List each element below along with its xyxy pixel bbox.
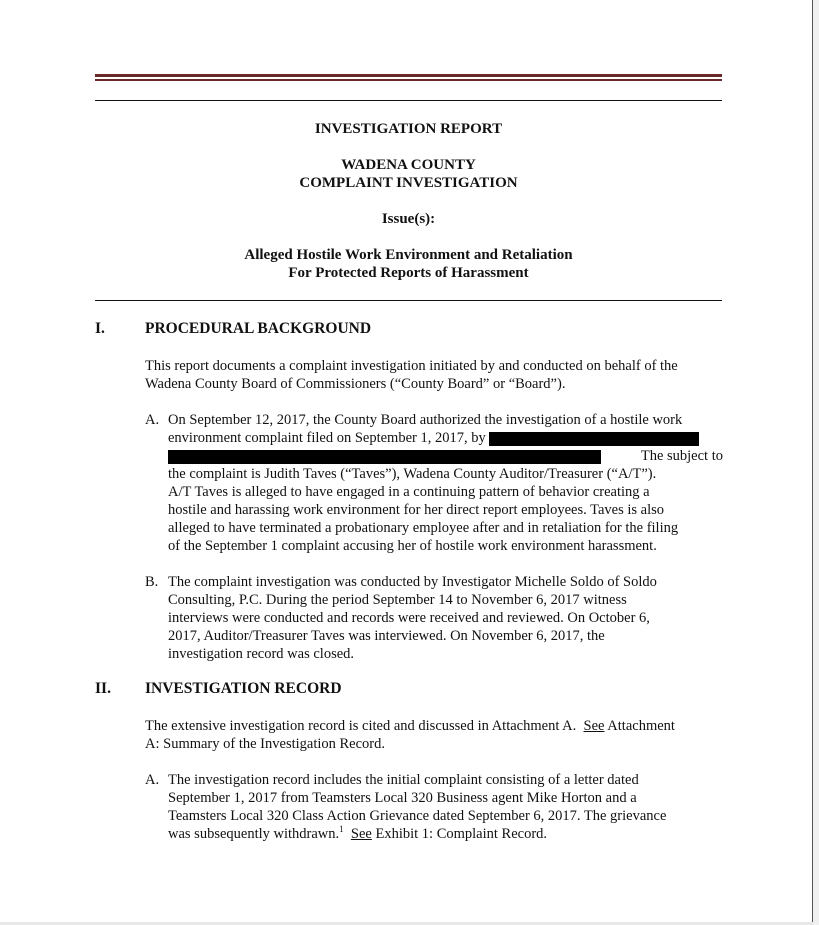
section-2-title: INVESTIGATION RECORD (145, 680, 342, 697)
issue-line-1: Alleged Hostile Work Environment and Retaliation (244, 247, 573, 263)
intro-line: This report documents a complaint investigation initiated by and conducted on behalf of the (145, 358, 678, 374)
item-2a-last-text: was subsequently withdrawn. (168, 826, 340, 842)
item-2a-line: September 1, 2017 from Teamsters Local 320 Business agent Mike Horton and a (168, 790, 637, 806)
item-b-line: 2017, Auditor/Treasurer Taves was interviewed. On November 6, 2017, the (168, 628, 605, 644)
intro-line (145, 717, 725, 735)
redaction-block (489, 432, 699, 446)
item-a-line: the complaint is Judith Taves (“Taves”), Wadena County Auditor/Treasurer (“A/T”). (168, 466, 657, 482)
title-rule-bottom (95, 300, 722, 301)
item-a-letter: A. (145, 412, 160, 428)
item-2a-last-post: Exhibit 1: Complaint Record. (371, 826, 548, 842)
section-1-intro (145, 357, 725, 393)
item-2a-line: The investigation record includes the initial complaint consisting of a letter dated (168, 772, 639, 788)
item-b-line: Consulting, P.C. During the period September 14 to November 6, 2017 witness (168, 592, 627, 608)
issues-label: Issue(s): (381, 211, 436, 227)
item-2a-line: Teamsters Local 320 Class Action Grievance dated September 6, 2017. The grievance (168, 808, 667, 824)
item-a-line (168, 447, 723, 465)
section-1-title: PROCEDURAL BACKGROUND (145, 320, 372, 337)
item-b-line: interviews were conducted and records were received and reviewed. On October 6, (168, 610, 650, 626)
item-a-line: hostile and harassing work environment for her direct report employees. Taves is also (168, 502, 665, 518)
redaction-block (168, 450, 601, 464)
intro-line: A: Summary of the Investigation Record. (145, 736, 386, 752)
item-2a-letter: A. (145, 772, 160, 788)
item-a-line: alleged to have terminated a probationary employee after and in retaliation for the filing (168, 520, 679, 536)
section-2-intro (145, 717, 725, 753)
intro-line: Wadena County Board of Commissioners (“County Board” or “Board”). (145, 376, 566, 392)
item-a-line: On September 12, 2017, the County Board authorized the investigation of a hostile work (168, 412, 683, 428)
report-subtitle: COMPLAINT INVESTIGATION (299, 175, 518, 191)
header-rule-thick (95, 74, 722, 77)
intro-text: The extensive investigation record is cited and discussed in Attachment A. (145, 718, 584, 734)
item-a-line: A/T Taves is alleged to have engaged in a continuing pattern of behavior creating a (168, 484, 650, 500)
item-2a-body (168, 771, 723, 843)
page-edge-shadow (813, 0, 819, 925)
item-b-body (168, 573, 723, 663)
item-a-line2-text: environment complaint filed on September 1, 2017, by (168, 430, 486, 446)
see-reference: See (350, 826, 372, 842)
item-2a-line (168, 825, 723, 843)
item-a-line: of the September 1 complaint accusing her of hostile work environment harassment. (168, 538, 657, 554)
report-title: INVESTIGATION REPORT (314, 121, 503, 137)
item-b-line: The complaint investigation was conducted by Investigator Michelle Soldo of Soldo (168, 574, 657, 590)
item-b-line: investigation record was closed. (168, 646, 355, 662)
title-rule-top (95, 100, 722, 101)
footnote-marker: 1 (339, 824, 344, 835)
item-a-body (168, 411, 723, 555)
see-reference: See (583, 718, 605, 734)
section-1-number: I. (95, 320, 105, 337)
header-rule-thin (95, 79, 722, 81)
section-2-number: II. (95, 680, 111, 697)
item-a-line3-tail: The subject to (640, 448, 723, 464)
item-b-letter: B. (145, 574, 159, 590)
county-name: WADENA COUNTY (341, 157, 476, 173)
intro-text: Attachment (604, 718, 675, 734)
item-a-line (168, 429, 723, 447)
issue-line-2: For Protected Reports of Harassment (288, 265, 529, 281)
